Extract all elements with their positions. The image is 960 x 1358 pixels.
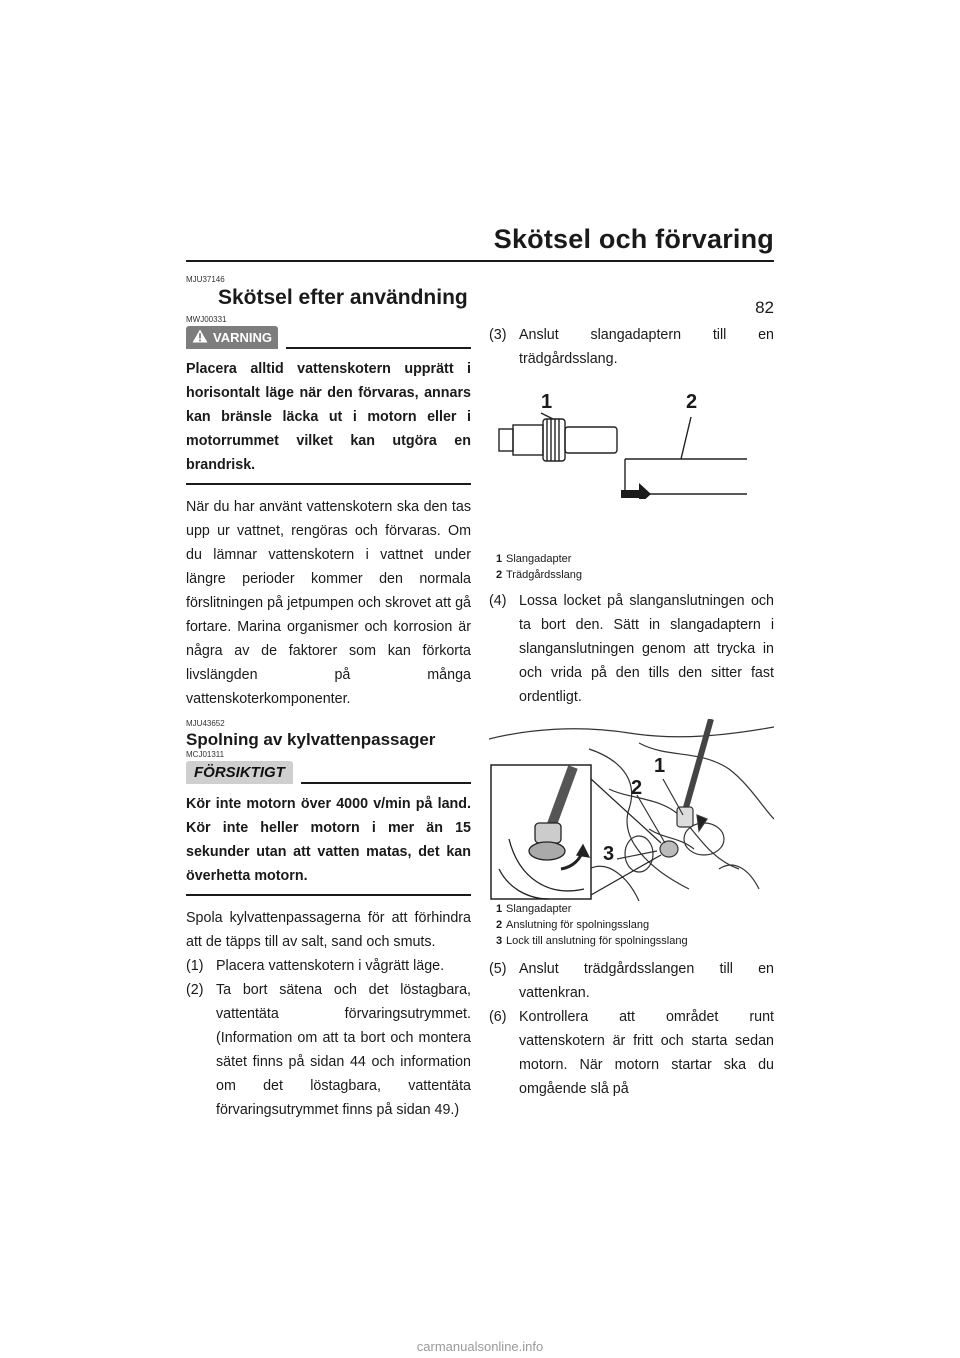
- header-rule: [186, 260, 774, 262]
- caution-end-rule: [186, 894, 471, 896]
- figure-hose-adapter: [489, 379, 774, 499]
- flush-paragraph: Spola kylvattenpassagerna för att förhindra att de täpps till av salt, sand och smuts.: [186, 910, 471, 950]
- warning-header: [186, 326, 471, 349]
- page-header-title: Skötsel och förvaring: [493, 224, 774, 254]
- legend-item: 1 Slangadapter: [496, 903, 572, 915]
- step-number: (4): [489, 593, 507, 609]
- step-number: (6): [489, 1009, 507, 1025]
- legend-item: 1 Slangadapter: [496, 553, 572, 565]
- step-1: [186, 954, 471, 978]
- warning-end-rule: [186, 483, 471, 485]
- step-text: Anslut slangadaptern till en trädgårdsslang.: [519, 327, 774, 367]
- page-number: 82: [755, 298, 774, 317]
- step-text: Ta bort sätena och det löstagbara, vattentäta förvaringsutrymmet. (Information om att ta bort och montera sätet finns på sidan 44 och information om det löstagbara, vattentäta förvaringsutrymmet finns på sidan 49.): [216, 982, 471, 1118]
- warning-label: VARNING: [213, 330, 272, 345]
- callout-1: 1: [654, 755, 666, 777]
- figure-flush-connector: [489, 719, 774, 901]
- step-3: [489, 323, 774, 371]
- caution-code: MCJ01311: [186, 750, 225, 759]
- step-number: (2): [186, 982, 204, 998]
- figure2-legend: [496, 901, 774, 949]
- footer-watermark: carmanualsonline.info: [416, 1339, 544, 1354]
- caution-text: Kör inte motorn över 4000 v/min på land. Kör inte heller motorn i mer än 15 sekunder utan att vatten matas, det kan överhetta motorn.: [186, 796, 471, 884]
- step-text: Placera vattenskotern i vågrätt läge.: [216, 958, 445, 974]
- legend-item: 2 Anslutning för spolningsslang: [496, 919, 650, 931]
- legend-item: 2 Trädgårdsslang: [496, 569, 583, 581]
- warning-triangle-icon: [192, 329, 208, 346]
- right-column: [489, 323, 774, 1101]
- caution-header: [186, 761, 471, 784]
- caution-rule: [301, 782, 471, 784]
- hose-adapter-illustration: [489, 379, 774, 499]
- subsection-code: MJU43652: [186, 719, 225, 728]
- step-text: Lossa locket på slanganslutningen och ta bort den. Sätt in slangadaptern i slanganslutningen genom att trycka in och vrida på den tills den sitter fast ordentligt.: [519, 593, 774, 705]
- flush-connector-illustration: [489, 719, 774, 901]
- intro-paragraph: När du har använt vattenskotern ska den tas upp ur vattnet, rengöras och förvaras. Om du lämnar vattenskotern i vattnet under längre perioder kommer den normala förslitningen på jetpumpen och skrovet att gå fortare. Marina organismer och korrosion är några av de faktorer som kan förkorta livslängden på många vattenskoterkomponenter.: [186, 499, 471, 707]
- section-title: Skötsel efter användning: [218, 286, 468, 309]
- callout-1: 1: [541, 391, 553, 413]
- callout-2: 2: [631, 777, 643, 799]
- left-column: [186, 275, 471, 1122]
- step-number: (5): [489, 961, 507, 977]
- warning-code: MWJ00331: [186, 315, 227, 324]
- step-text: Kontrollera att området runt vattenskotern är fritt och starta sedan motorn. När motorn startar ska du omgående slå på: [519, 1009, 774, 1097]
- warning-text: Placera alltid vattenskotern upprätt i horisontalt läge när den förvaras, annars kan bränsle läcka ut i motorn eller i motorrummet vilket kan utgöra en brandrisk.: [186, 361, 471, 473]
- step-4: [489, 589, 774, 709]
- step-number: (1): [186, 958, 204, 974]
- callout-3: 3: [603, 843, 615, 865]
- legend-item: 3 Lock till anslutning för spolningsslang: [496, 935, 688, 947]
- step-number: (3): [489, 327, 507, 343]
- caution-badge: FÖRSIKTIGT: [186, 761, 293, 784]
- section-code: MJU37146: [186, 275, 225, 284]
- callout-2: 2: [686, 391, 698, 413]
- subsection-title: Spolning av kylvattenpassager: [186, 730, 436, 749]
- step-text: Anslut trädgårdsslangen till en vattenkran.: [519, 961, 774, 1001]
- step-6: [489, 1005, 774, 1101]
- figure1-legend: [496, 551, 774, 583]
- warning-rule: [286, 347, 471, 349]
- step-2: [186, 978, 471, 1122]
- step-5: [489, 957, 774, 1005]
- warning-badge: [186, 326, 278, 349]
